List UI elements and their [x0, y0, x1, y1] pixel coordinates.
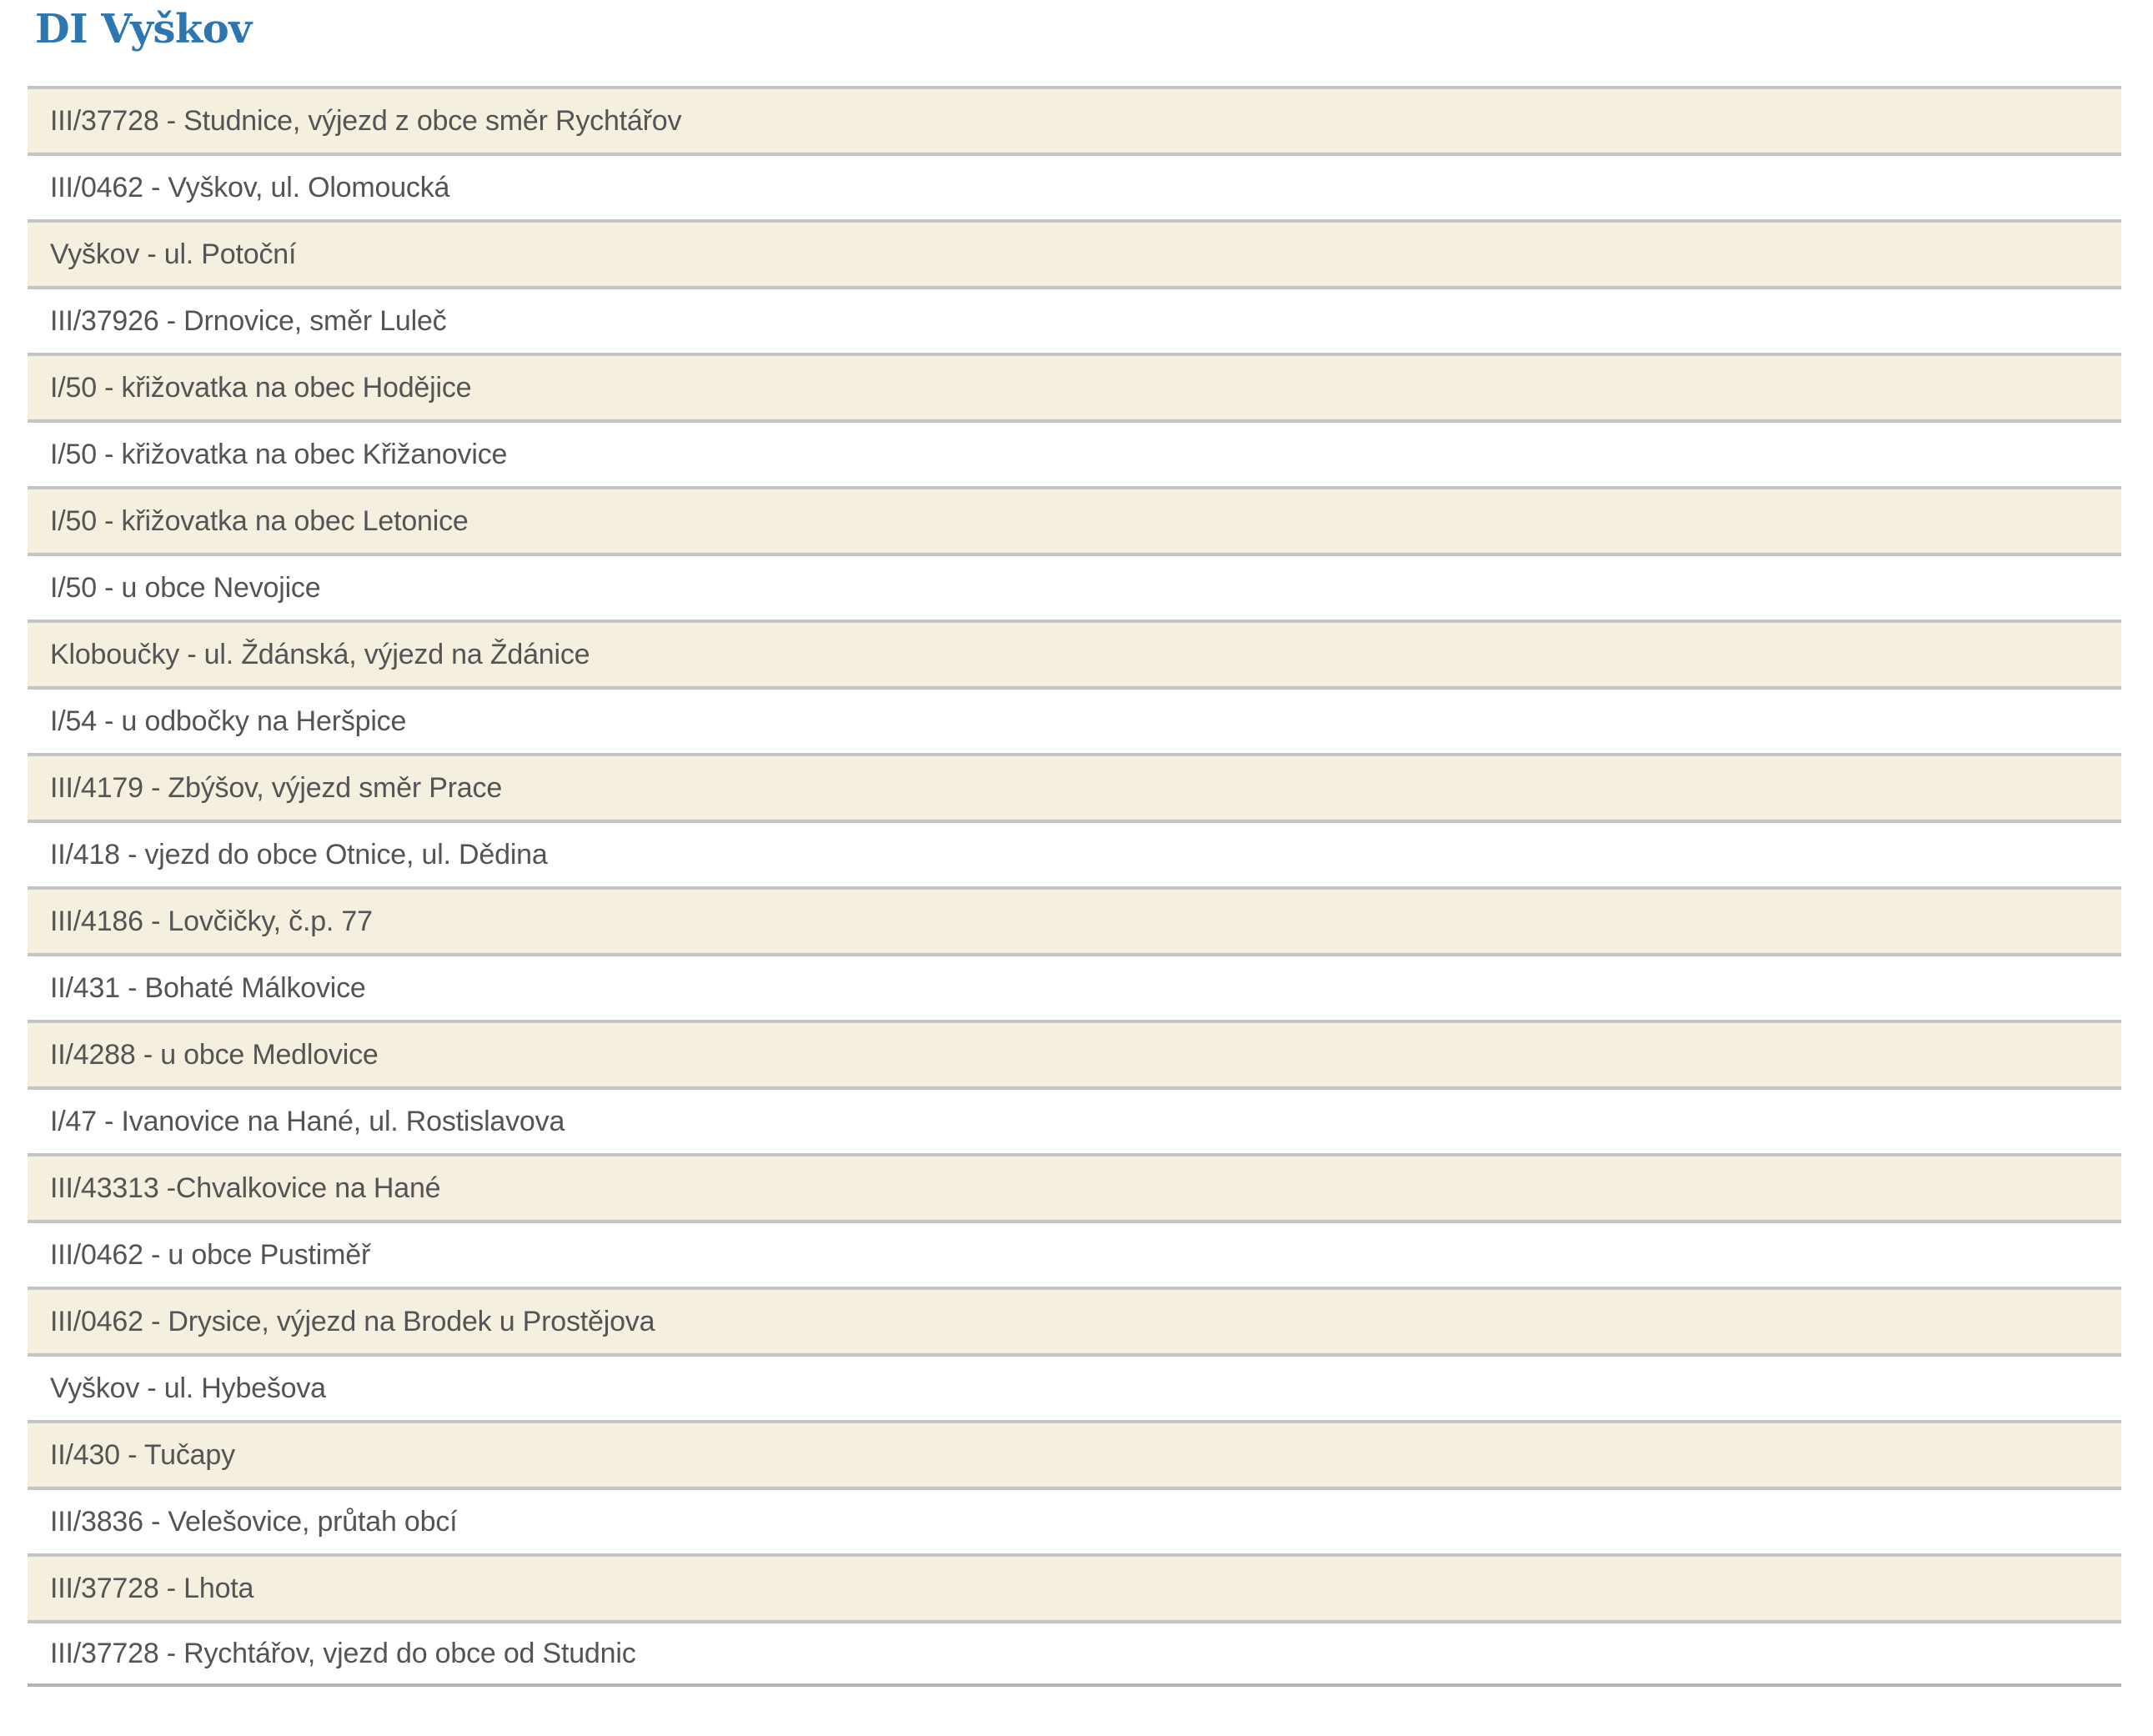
list-item-label: II/4288 - u obce Medlovice — [50, 1038, 379, 1071]
list-item[interactable] — [28, 1487, 2121, 1553]
list-item[interactable] — [28, 753, 2121, 820]
list-item[interactable] — [28, 620, 2121, 686]
list-item-label: III/0462 - Vyškov, ul. Olomoucká — [50, 171, 450, 203]
list-item[interactable] — [28, 820, 2121, 886]
list-item-label: Kloboučky - ul. Ždánská, výjezd na Ždánice — [50, 638, 590, 670]
list-item-label: I/47 - Ivanovice na Hané, ul. Rostislavova — [50, 1105, 565, 1137]
list-item[interactable] — [28, 1020, 2121, 1086]
list-item[interactable] — [28, 1353, 2121, 1420]
list-item[interactable] — [28, 353, 2121, 419]
list-item-label: II/431 - Bohaté Málkovice — [50, 971, 366, 1004]
list-item[interactable] — [28, 1153, 2121, 1220]
list-item-label: III/0462 - Drysice, výjezd na Brodek u Prostějova — [50, 1305, 655, 1337]
list-item-label: Vyškov - ul. Potoční — [50, 238, 297, 270]
list-item[interactable] — [28, 886, 2121, 953]
list-item-label: Vyškov - ul. Hybešova — [50, 1372, 326, 1404]
list-item[interactable] — [28, 86, 2121, 153]
list-item[interactable] — [28, 1420, 2121, 1487]
list-item-label: III/43313 -Chvalkovice na Hané — [50, 1172, 441, 1204]
list-item-label: I/50 - křižovatka na obec Letonice — [50, 504, 469, 537]
list-item[interactable] — [28, 553, 2121, 620]
list-item-label: I/50 - křižovatka na obec Hodějice — [50, 371, 472, 404]
list-item[interactable] — [28, 486, 2121, 553]
list-item-label: III/0462 - u obce Pustiměř — [50, 1238, 371, 1271]
list-item[interactable] — [28, 1086, 2121, 1153]
list-item-label: III/37728 - Lhota — [50, 1572, 254, 1604]
list-item[interactable] — [28, 1553, 2121, 1620]
list-item-label: III/4179 - Zbýšov, výjezd směr Prace — [50, 771, 503, 804]
list-item[interactable] — [28, 153, 2121, 219]
list-item[interactable] — [28, 953, 2121, 1020]
list-item-label: II/430 - Tučapy — [50, 1438, 235, 1471]
locations-list — [28, 86, 2121, 1687]
list-item-label: III/37728 - Rychtářov, vjezd do obce od Studnic — [50, 1637, 636, 1669]
list-item[interactable] — [28, 419, 2121, 486]
list-item-label: I/50 - u obce Nevojice — [50, 571, 321, 604]
list-item-label: I/54 - u odbočky na Heršpice — [50, 705, 407, 737]
list-item[interactable] — [28, 219, 2121, 286]
list-item-label: II/418 - vjezd do obce Otnice, ul. Dědina — [50, 838, 548, 871]
list-item[interactable] — [28, 1220, 2121, 1287]
list-item-label: I/50 - křižovatka na obec Křižanovice — [50, 438, 508, 470]
page-title: DI Vyškov — [35, 6, 252, 53]
list-item-label: III/37926 - Drnovice, směr Luleč — [50, 304, 447, 337]
list-item[interactable] — [28, 686, 2121, 753]
list-item[interactable] — [28, 1620, 2121, 1687]
list-item-label: III/4186 - Lovčičky, č.p. 77 — [50, 905, 373, 937]
list-item-label: III/3836 - Velešovice, průtah obcí — [50, 1505, 458, 1538]
list-item-label: III/37728 - Studnice, výjezd z obce směr Rychtářov — [50, 104, 682, 137]
list-item[interactable] — [28, 286, 2121, 353]
list-item[interactable] — [28, 1287, 2121, 1353]
